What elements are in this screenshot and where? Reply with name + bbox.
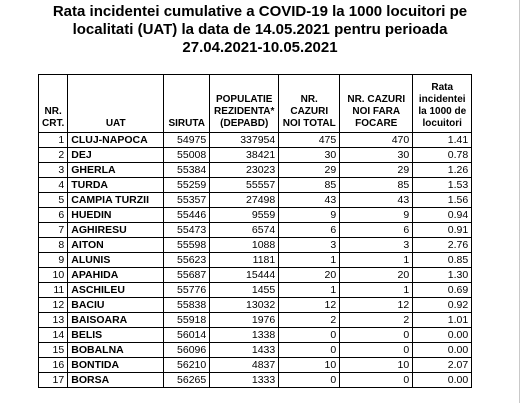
cell-cazuri-fara-focare: 470 — [340, 133, 413, 148]
cell-cazuri-noi-total: 475 — [279, 133, 340, 148]
cell-nr: 14 — [39, 328, 68, 343]
cell-siruta: 56014 — [164, 328, 210, 343]
cell-siruta: 54975 — [164, 133, 210, 148]
cell-rata: 1.56 — [413, 193, 472, 208]
cell-populatie: 1455 — [210, 283, 279, 298]
cell-cazuri-noi-total: 9 — [279, 208, 340, 223]
cell-rata: 0.69 — [413, 283, 472, 298]
cell-cazuri-noi-total: 1 — [279, 283, 340, 298]
table-row — [39, 298, 472, 313]
table-row — [39, 133, 472, 148]
cell-rata: 0.78 — [413, 148, 472, 163]
cell-cazuri-fara-focare: 30 — [340, 148, 413, 163]
cell-populatie: 6574 — [210, 223, 279, 238]
cell-rata: 2.07 — [413, 358, 472, 373]
cell-siruta: 55384 — [164, 163, 210, 178]
header-cazuri-fara-focare: NR. CAZURI NOI FARA FOCARE — [340, 75, 413, 133]
cell-uat: APAHIDA — [68, 268, 164, 283]
cell-cazuri-noi-total: 43 — [279, 193, 340, 208]
cell-populatie: 13032 — [210, 298, 279, 313]
cell-populatie: 1976 — [210, 313, 279, 328]
cell-siruta: 56096 — [164, 343, 210, 358]
cell-populatie: 23023 — [210, 163, 279, 178]
cell-cazuri-noi-total: 29 — [279, 163, 340, 178]
cell-uat: HUEDIN — [68, 208, 164, 223]
cell-cazuri-fara-focare: 3 — [340, 238, 413, 253]
cell-nr: 1 — [39, 133, 68, 148]
cell-nr: 17 — [39, 373, 68, 388]
cell-rata: 0.00 — [413, 343, 472, 358]
cell-siruta: 55918 — [164, 313, 210, 328]
cell-cazuri-fara-focare: 1 — [340, 253, 413, 268]
cell-nr: 8 — [39, 238, 68, 253]
table-header-row — [39, 75, 472, 133]
cell-populatie: 1181 — [210, 253, 279, 268]
cell-uat: BORSA — [68, 373, 164, 388]
cell-cazuri-fara-focare: 29 — [340, 163, 413, 178]
document-title — [0, 3, 520, 57]
table-row — [39, 313, 472, 328]
table-row — [39, 253, 472, 268]
cell-rata: 0.85 — [413, 253, 472, 268]
cell-siruta: 55357 — [164, 193, 210, 208]
cell-populatie: 1333 — [210, 373, 279, 388]
cell-nr: 13 — [39, 313, 68, 328]
cell-rata: 1.26 — [413, 163, 472, 178]
cell-uat: BELIS — [68, 328, 164, 343]
cell-nr: 7 — [39, 223, 68, 238]
cell-cazuri-fara-focare: 20 — [340, 268, 413, 283]
cell-nr: 10 — [39, 268, 68, 283]
table-row — [39, 163, 472, 178]
cell-cazuri-fara-focare: 1 — [340, 283, 413, 298]
cell-nr: 11 — [39, 283, 68, 298]
incidence-table — [38, 74, 472, 388]
cell-cazuri-noi-total: 0 — [279, 373, 340, 388]
cell-cazuri-fara-focare: 0 — [340, 328, 413, 343]
cell-nr: 9 — [39, 253, 68, 268]
cell-rata: 1.41 — [413, 133, 472, 148]
cell-nr: 2 — [39, 148, 68, 163]
cell-cazuri-noi-total: 1 — [279, 253, 340, 268]
table-row — [39, 283, 472, 298]
header-nr-crt: NR. CRT. — [39, 75, 68, 133]
cell-cazuri-noi-total: 12 — [279, 298, 340, 313]
cell-siruta: 55687 — [164, 268, 210, 283]
cell-uat: TURDA — [68, 178, 164, 193]
cell-cazuri-noi-total: 2 — [279, 313, 340, 328]
table-row — [39, 328, 472, 343]
table-row — [39, 223, 472, 238]
header-cazuri-noi-total: NR. CAZURI NOI TOTAL — [279, 75, 340, 133]
cell-cazuri-noi-total: 10 — [279, 358, 340, 373]
table-body — [39, 133, 472, 388]
cell-siruta: 55259 — [164, 178, 210, 193]
cell-cazuri-fara-focare: 85 — [340, 178, 413, 193]
table-row — [39, 208, 472, 223]
cell-nr: 16 — [39, 358, 68, 373]
cell-cazuri-noi-total: 20 — [279, 268, 340, 283]
cell-populatie: 4837 — [210, 358, 279, 373]
cell-cazuri-fara-focare: 0 — [340, 373, 413, 388]
table-row — [39, 373, 472, 388]
title-line-3: 27.04.2021-10.05.2021 — [182, 39, 338, 56]
cell-populatie: 55557 — [210, 178, 279, 193]
cell-uat: BACIU — [68, 298, 164, 313]
cell-nr: 5 — [39, 193, 68, 208]
table-row — [39, 193, 472, 208]
cell-uat: BAISOARA — [68, 313, 164, 328]
cell-cazuri-fara-focare: 10 — [340, 358, 413, 373]
cell-populatie: 1088 — [210, 238, 279, 253]
cell-uat: ALUNIS — [68, 253, 164, 268]
cell-rata: 1.30 — [413, 268, 472, 283]
cell-uat: AITON — [68, 238, 164, 253]
cell-rata: 2.76 — [413, 238, 472, 253]
cell-cazuri-noi-total: 6 — [279, 223, 340, 238]
cell-cazuri-noi-total: 0 — [279, 328, 340, 343]
cell-cazuri-fara-focare: 0 — [340, 343, 413, 358]
header-populatie: POPULATIE REZIDENTA* (DEPABD) — [210, 75, 279, 133]
cell-siruta: 55623 — [164, 253, 210, 268]
cell-cazuri-noi-total: 0 — [279, 343, 340, 358]
cell-siruta: 56210 — [164, 358, 210, 373]
cell-cazuri-fara-focare: 12 — [340, 298, 413, 313]
cell-cazuri-fara-focare: 2 — [340, 313, 413, 328]
cell-rata: 0.91 — [413, 223, 472, 238]
cell-populatie: 1433 — [210, 343, 279, 358]
cell-cazuri-noi-total: 30 — [279, 148, 340, 163]
title-line-1: Rata incidentei cumulative a COVID-19 la 1000 locuitori pe — [52, 3, 468, 20]
table-row — [39, 268, 472, 283]
cell-nr: 3 — [39, 163, 68, 178]
cell-nr: 15 — [39, 343, 68, 358]
cell-uat: DEJ — [68, 148, 164, 163]
cell-uat: BOBALNA — [68, 343, 164, 358]
cell-nr: 6 — [39, 208, 68, 223]
header-siruta: SIRUTA — [164, 75, 210, 133]
cell-rata: 0.92 — [413, 298, 472, 313]
cell-populatie: 9559 — [210, 208, 279, 223]
header-uat: UAT — [68, 75, 164, 133]
cell-cazuri-noi-total: 3 — [279, 238, 340, 253]
title-line-2: localitati (UAT) la data de 14.05.2021 pentru perioada — [72, 21, 448, 38]
cell-siruta: 55473 — [164, 223, 210, 238]
cell-rata: 1.53 — [413, 178, 472, 193]
cell-siruta: 55598 — [164, 238, 210, 253]
cell-cazuri-fara-focare: 43 — [340, 193, 413, 208]
cell-uat: BONTIDA — [68, 358, 164, 373]
cell-populatie: 337954 — [210, 133, 279, 148]
cell-uat: CLUJ-NAPOCA — [68, 133, 164, 148]
cell-uat: AGHIRESU — [68, 223, 164, 238]
cell-rata: 0.00 — [413, 328, 472, 343]
cell-siruta: 55838 — [164, 298, 210, 313]
cell-siruta: 56265 — [164, 373, 210, 388]
cell-rata: 1.01 — [413, 313, 472, 328]
table-row — [39, 148, 472, 163]
cell-cazuri-fara-focare: 9 — [340, 208, 413, 223]
cell-nr: 4 — [39, 178, 68, 193]
table-row — [39, 358, 472, 373]
cell-siruta: 55776 — [164, 283, 210, 298]
cell-populatie: 38421 — [210, 148, 279, 163]
table-row — [39, 238, 472, 253]
cell-populatie: 1338 — [210, 328, 279, 343]
cell-populatie: 15444 — [210, 268, 279, 283]
cell-rata: 0.00 — [413, 373, 472, 388]
cell-siruta: 55446 — [164, 208, 210, 223]
cell-uat: CAMPIA TURZII — [68, 193, 164, 208]
cell-siruta: 55008 — [164, 148, 210, 163]
cell-cazuri-noi-total: 85 — [279, 178, 340, 193]
table-row — [39, 343, 472, 358]
cell-populatie: 27498 — [210, 193, 279, 208]
cell-nr: 12 — [39, 298, 68, 313]
cell-rata: 0.94 — [413, 208, 472, 223]
header-rata-incidentei: Rata incidentei la 1000 de locuitori — [413, 75, 472, 133]
cell-uat: ASCHILEU — [68, 283, 164, 298]
table-row — [39, 178, 472, 193]
cell-uat: GHERLA — [68, 163, 164, 178]
cell-cazuri-fara-focare: 6 — [340, 223, 413, 238]
